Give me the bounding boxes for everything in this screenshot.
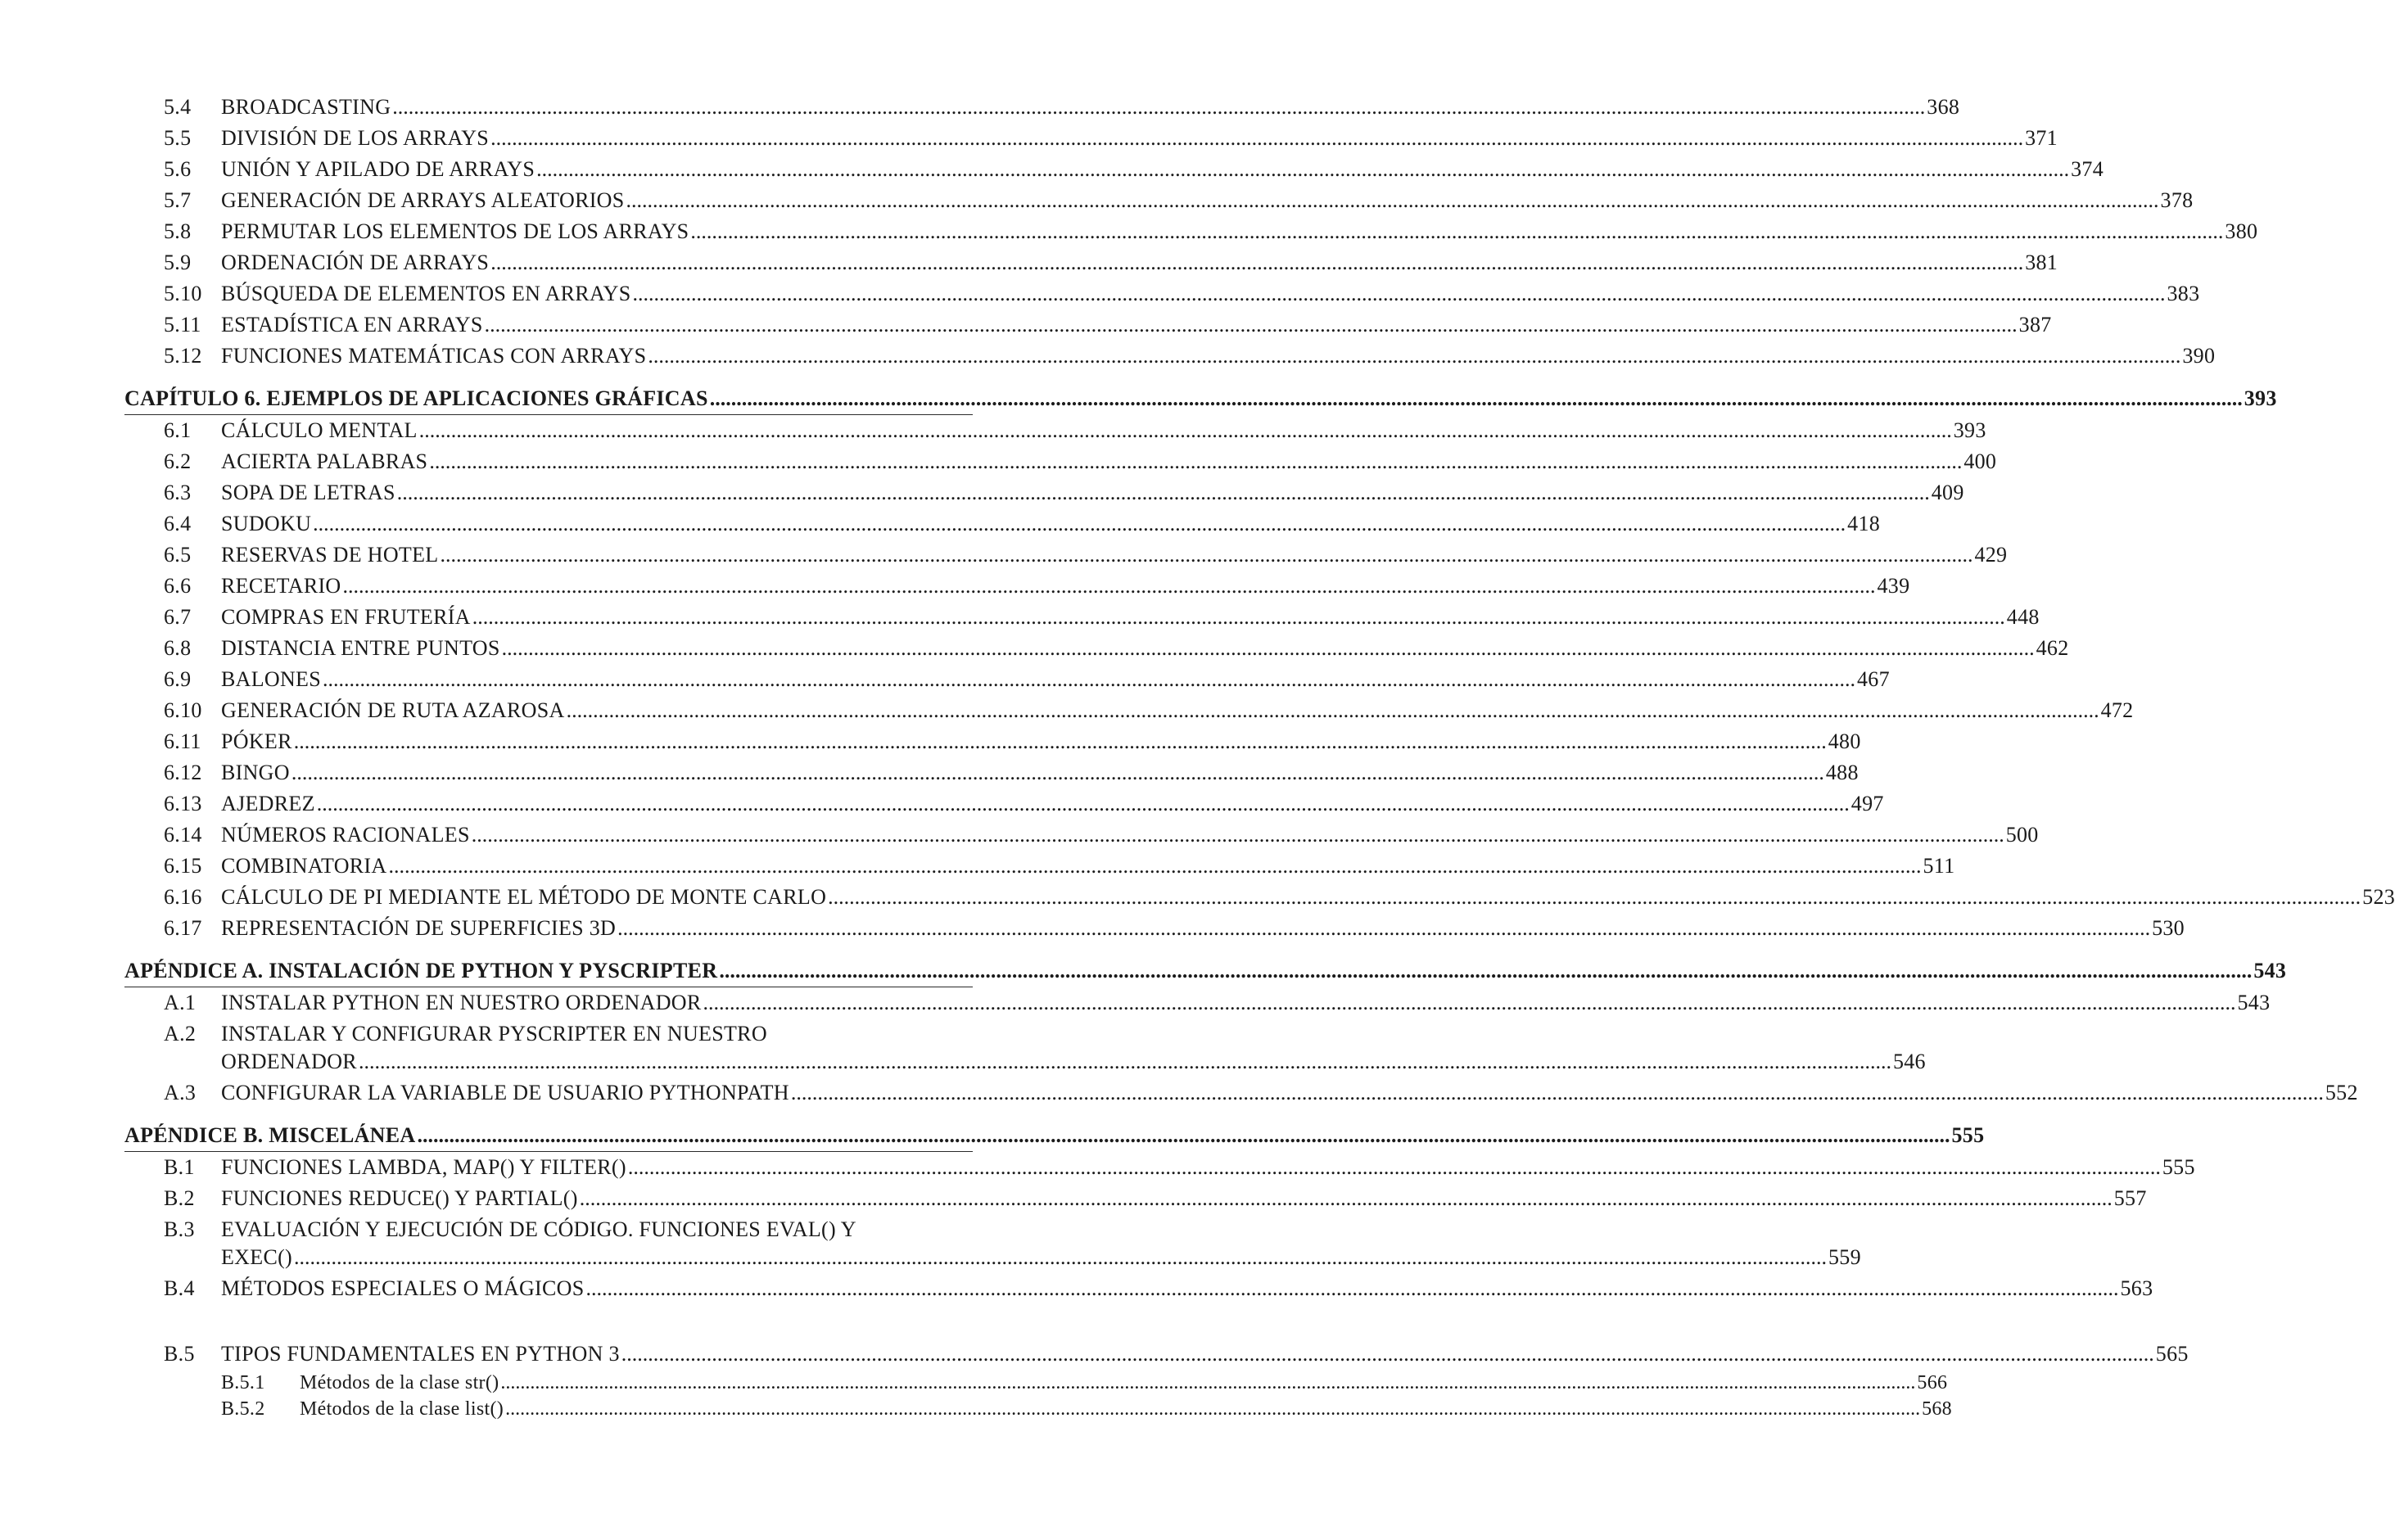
entry-title: REPRESENTACIÓN DE SUPERFICIES 3D [221,916,617,940]
entry-title-line2: EXEC() [221,1245,292,1269]
entry-title: DISTANCIA ENTRE PUNTOS [221,636,500,660]
toc-entry-6-2[interactable] [124,446,1997,477]
entry-page: 497 [1850,792,1884,815]
toc-entry-6-17[interactable] [124,913,2185,944]
entry-title: ORDENACIÓN DE ARRAYS [221,251,490,274]
entry-page: 400 [1963,449,1997,473]
dot-leader [791,1077,2324,1109]
toc-entry-a-2[interactable] [124,1018,973,1046]
entry-number: 6.4 [164,512,192,535]
dot-leader [621,1339,2154,1370]
toc-chapter-6[interactable] [124,383,2277,415]
toc-entry-6-8[interactable] [124,633,2069,664]
entry-number: 6.8 [164,636,192,660]
dot-leader [429,446,1962,477]
entry-title-line1: INSTALAR Y CONFIGURAR PYSCRIPTER EN NUESTRO [221,1022,767,1045]
entry-number: B.5 [164,1342,195,1366]
entry-title: NÚMEROS RACIONALES [221,823,470,847]
entry-number: 6.5 [164,543,192,567]
entry-page: 546 [1892,1050,1926,1073]
entry-title: AJEDREZ [221,792,315,815]
entry-number: B.2 [164,1186,195,1210]
entry-number: 6.14 [164,823,202,847]
entry-title: BINGO [221,761,290,784]
appendix-page: 543 [2253,959,2287,982]
entry-number: B.4 [164,1276,195,1300]
toc-entry-a-1[interactable] [124,987,2271,1018]
toc-entry-6-15[interactable] [124,851,1955,882]
entry-number: 6.1 [164,418,192,442]
dot-leader [567,695,2099,726]
dot-leader [472,602,2005,633]
entry-page: 568 [1922,1398,1952,1420]
toc-entry-5-7[interactable] [124,185,2194,216]
entry-title: RECETARIO [221,574,341,598]
toc-entry-6-6[interactable] [124,571,1910,602]
toc-entry-a-3[interactable] [124,1077,2358,1109]
entry-number: A.1 [164,991,197,1014]
chapter-title: CAPÍTULO 6. EJEMPLOS DE APLICACIONES GRÁFICAS [124,386,708,410]
entry-number: 5.6 [164,157,192,181]
entry-number: 6.10 [164,698,202,722]
entry-number: 6.15 [164,854,202,878]
dot-leader [323,664,1855,695]
toc-entry-b-3-continued[interactable] [124,1242,1861,1273]
dot-leader [580,1183,2113,1214]
dot-leader [485,309,2018,341]
toc-entry-5-11[interactable] [124,309,2052,341]
toc-entry-6-12[interactable] [124,757,1859,788]
toc-entry-b-1[interactable] [124,1152,2195,1183]
dot-leader [419,415,1952,446]
entry-page: 555 [2162,1155,2195,1179]
entry-number: 6.16 [164,885,202,909]
toc-entry-b-2[interactable] [124,1183,2147,1214]
entry-number: 6.11 [164,729,201,753]
entry-number: 5.7 [164,188,192,212]
dot-leader [417,1120,1950,1151]
toc-entry-6-4[interactable] [124,508,1881,540]
entry-page: 387 [2018,313,2052,336]
toc-entry-6-7[interactable] [124,602,2040,633]
entry-page: 418 [1847,512,1881,535]
entry-page: 523 [2362,885,2395,909]
entry-page: 368 [1927,95,1960,119]
entry-number: 5.9 [164,251,192,274]
entry-page: 429 [1974,543,2008,567]
dot-leader [343,571,1876,602]
dot-leader [632,278,2165,309]
entry-number: 6.9 [164,667,192,691]
toc-entry-5-10[interactable] [124,278,2200,309]
dot-leader [317,788,1850,820]
entry-title: GENERACIÓN DE RUTA AZAROSA [221,698,565,722]
entry-page: 552 [2325,1081,2358,1104]
entry-title: ESTADÍSTICA EN ARRAYS [221,313,483,336]
appendix-title: APÉNDICE A. INSTALACIÓN DE PYTHON Y PYSCRIPTER [124,959,718,982]
entry-page: 462 [2036,636,2069,660]
entry-page: 566 [1917,1372,1948,1393]
dot-leader [585,1273,2118,1304]
chapter-page: 393 [2244,386,2277,410]
entry-title: MÉTODOS ESPECIALES O MÁGICOS [221,1276,585,1300]
dot-leader [313,508,1846,540]
entry-number: 6.12 [164,761,202,784]
appendix-title: APÉNDICE B. MISCELÁNEA [124,1123,416,1147]
entry-number: 6.6 [164,574,192,598]
entry-number: 6.3 [164,481,192,504]
entry-title: PÓKER [221,729,292,753]
entry-page: 393 [1953,418,1986,442]
dot-leader [397,477,1930,508]
entry-number: B.1 [164,1155,195,1179]
toc-entry-b-5-2[interactable] [124,1396,1952,1422]
dot-leader [388,851,1921,882]
entry-title: CONFIGURAR LA VARIABLE DE USUARIO PYTHONPATH [221,1081,789,1104]
dot-leader [719,955,2252,987]
dot-leader [505,1396,1920,1422]
entry-number: 6.7 [164,605,192,629]
entry-title: SUDOKU [221,512,312,535]
toc-appendix-b[interactable] [124,1120,1985,1152]
dot-leader [291,757,1824,788]
toc-entry-b-4[interactable] [124,1273,2153,1304]
entry-page: 390 [2182,344,2216,368]
entry-page: 448 [2006,605,2040,629]
entry-number: 5.11 [164,313,201,336]
entry-number: A.3 [164,1081,197,1104]
dot-leader [626,185,2159,216]
dot-leader [828,882,2361,913]
entry-number: 6.2 [164,449,192,473]
dot-leader [392,92,1925,123]
dot-leader [472,820,2004,851]
entry-number: 5.10 [164,282,202,305]
entry-page: 543 [2237,991,2271,1014]
entry-title: PERMUTAR LOS ELEMENTOS DE LOS ARRAYS [221,219,689,243]
appendix-page: 555 [1951,1123,1985,1147]
toc-entry-b-3[interactable] [124,1214,973,1242]
dot-leader [690,216,2223,247]
entry-title: FUNCIONES REDUCE() Y PARTIAL() [221,1186,578,1210]
dot-leader [617,913,2150,944]
entry-number: 5.12 [164,344,202,368]
dot-leader [710,383,2243,414]
entry-page: 480 [1828,729,1861,753]
toc-entry-5-9[interactable] [124,247,2058,278]
dot-leader [294,726,1827,757]
dot-leader [502,633,2035,664]
entry-title: DIVISIÓN DE LOS ARRAYS [221,126,490,150]
toc-entry-5-4[interactable] [124,92,1960,123]
toc-entry-6-3[interactable] [124,477,1964,508]
entry-title: CÁLCULO DE PI MEDIANTE EL MÉTODO DE MONTE CARLO [221,885,827,909]
entry-title: BALONES [221,667,321,691]
entry-page: 488 [1825,761,1859,784]
entry-page: 467 [1857,667,1890,691]
entry-page: 472 [2100,698,2134,722]
entry-page: 378 [2160,188,2194,212]
entry-number: 5.5 [164,126,192,150]
entry-number: 6.17 [164,916,202,940]
entry-number: B.5.1 [221,1372,265,1393]
toc-entry-6-1[interactable] [124,415,1986,446]
entry-page: 511 [1923,854,1955,878]
entry-title: SOPA DE LETRAS [221,481,395,504]
entry-title: GENERACIÓN DE ARRAYS ALEATORIOS [221,188,625,212]
entry-number: B.3 [164,1217,195,1241]
toc-appendix-a[interactable] [124,955,2287,987]
entry-title: INSTALAR PYTHON EN NUESTRO ORDENADOR [221,991,702,1014]
dot-leader [490,123,2023,154]
entry-title: Métodos de la clase str() [300,1372,499,1393]
entry-title-line2: ORDENADOR [221,1050,357,1073]
dot-leader [440,540,1972,571]
dot-leader [500,1370,1915,1396]
entry-title: ACIERTA PALABRAS [221,449,428,473]
entry-title: COMPRAS EN FRUTERÍA [221,605,471,629]
section-gap [124,1304,973,1339]
dot-leader [648,341,2180,372]
entry-title: FUNCIONES LAMBDA, MAP() Y FILTER() [221,1155,626,1179]
toc-entry-a-2-continued[interactable] [124,1046,1926,1077]
table-of-contents [124,92,2395,1422]
entry-title: BROADCASTING [221,95,391,119]
entry-number: 5.8 [164,219,192,243]
entry-number: 6.13 [164,792,202,815]
entry-page: 380 [2225,219,2258,243]
toc-entry-6-16[interactable] [124,882,2395,913]
entry-title: UNIÓN Y APILADO DE ARRAYS [221,157,535,181]
entry-title: RESERVAS DE HOTEL [221,543,439,567]
entry-page: 557 [2113,1186,2147,1210]
toc-entry-6-5[interactable] [124,540,2008,571]
dot-leader [703,987,2236,1018]
toc-entry-6-13[interactable] [124,788,1884,820]
toc-entry-6-14[interactable] [124,820,2039,851]
entry-page: 371 [2025,126,2058,150]
entry-page: 439 [1877,574,1910,598]
entry-page: 383 [2167,282,2200,305]
entry-title: FUNCIONES MATEMÁTICAS CON ARRAYS [221,344,647,368]
toc-entry-5-12[interactable] [124,341,2216,372]
entry-page: 530 [2152,916,2185,940]
toc-entry-6-9[interactable] [124,664,1890,695]
entry-title: Métodos de la clase list() [300,1398,504,1420]
dot-leader [490,247,2023,278]
toc-entry-5-8[interactable] [124,216,2258,247]
entry-page: 500 [2005,823,2039,847]
toc-entry-6-11[interactable] [124,726,1861,757]
toc-entry-b-5[interactable] [124,1339,2189,1370]
entry-page: 565 [2155,1342,2189,1366]
dot-leader [294,1242,1827,1273]
toc-entry-5-5[interactable] [124,123,2058,154]
entry-title: CÁLCULO MENTAL [221,418,418,442]
toc-entry-6-10[interactable] [124,695,2134,726]
toc-entry-b-5-1[interactable] [124,1370,1948,1396]
entry-title: COMBINATORIA [221,854,387,878]
entry-title-line1: EVALUACIÓN Y EJECUCIÓN DE CÓDIGO. FUNCIONES EVAL() Y [221,1217,856,1241]
entry-page: 559 [1828,1245,1861,1269]
dot-leader [628,1152,2161,1183]
entry-page: 381 [2025,251,2058,274]
dot-leader [536,154,2069,185]
entry-number: B.5.2 [221,1398,265,1420]
toc-entry-5-6[interactable] [124,154,2104,185]
entry-number: A.2 [164,1022,197,1045]
dot-leader [359,1046,1891,1077]
entry-page: 563 [2120,1276,2153,1300]
entry-page: 374 [2071,157,2104,181]
entry-title: BÚSQUEDA DE ELEMENTOS EN ARRAYS [221,282,631,305]
entry-title: TIPOS FUNDAMENTALES EN PYTHON 3 [221,1342,620,1366]
entry-page: 409 [1931,481,1964,504]
entry-number: 5.4 [164,95,192,119]
